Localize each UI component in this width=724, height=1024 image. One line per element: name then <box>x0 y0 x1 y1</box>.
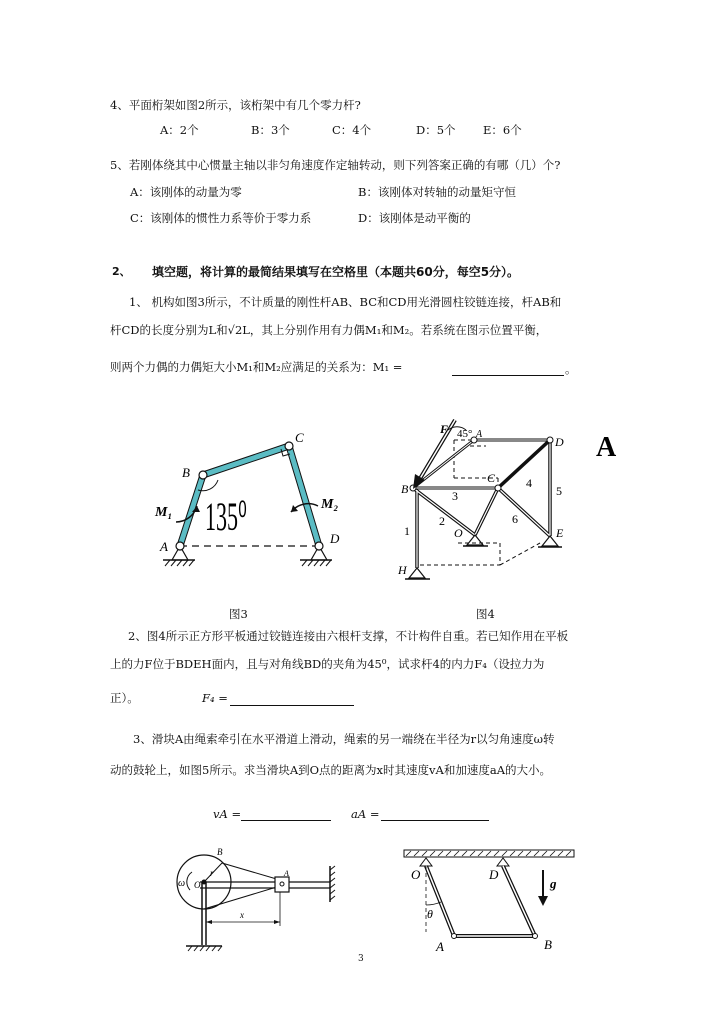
fig4-label-b: B <box>401 482 409 496</box>
q5-option-c: C：该刚体的惯性力系等价于零力系 <box>130 211 312 225</box>
fig3-label-m1: M₁ <box>155 505 173 520</box>
fig6-label-b: B <box>544 937 552 952</box>
q4-option-d: D：5个 <box>416 123 456 137</box>
q4-stem: 4、平面桁架如图2所示，该桁架中有几个零力杆? <box>110 98 361 112</box>
fig4-label-e: E <box>556 526 564 540</box>
page-number: 3 <box>358 954 364 964</box>
fig4-label-h: H <box>398 563 407 577</box>
fig4-label-rod3: 3 <box>452 489 458 503</box>
fig6-label-d: D <box>489 867 499 882</box>
fill3-line2: 动的鼓轮上，如图5所示。求当滑块A到O点的距离为x时其速度vA和加速度aA的大小。 <box>110 763 551 777</box>
fig4-label-d: D <box>555 435 564 449</box>
fig4-label-a: A <box>476 429 483 440</box>
omega-arc <box>187 872 192 890</box>
fig5-label-x: x <box>240 910 244 920</box>
fig3-label-d: D <box>330 531 340 546</box>
fig3-label-m2: M₂ <box>321 497 339 512</box>
fig4-label-c: C <box>487 471 496 485</box>
fill3-aa-label: aA = <box>351 807 380 821</box>
fig5-label-r: r <box>210 868 214 878</box>
fig6-label-o: O <box>411 867 421 882</box>
fill2-line1: 2、图4所示正方形平板通过铰链连接由六根杆支撑，不计构件自重。若已知作用在平板 <box>128 629 569 643</box>
fig4-label-rod6: 6 <box>512 512 518 526</box>
theta-arc <box>426 902 441 905</box>
q4-option-e: E：6个 <box>483 123 522 137</box>
q5-option-d: D：该刚体是动平衡的 <box>358 211 471 225</box>
fig3-label-a: A <box>160 539 168 554</box>
fig4-label-rod1: 1 <box>404 524 410 538</box>
q4-option-b: B：3个 <box>251 123 290 137</box>
fig6-label-theta: θ <box>427 907 433 921</box>
fill2-line2: 上的力F位于BDEH面内，且与对角线BD的夹角为45⁰，试求杆4的内力F₄（设拉力为 <box>110 657 545 671</box>
fill1-line3: 则两个力偶的力偶矩大小M₁和M₂应满足的关系为：M₁ = <box>110 360 403 374</box>
fig4-label-rod2: 2 <box>439 514 445 528</box>
fill2-line3: 正）。 <box>110 691 139 705</box>
fig3-label-c: C <box>295 430 304 445</box>
fill3-va-label: vA = <box>213 807 242 821</box>
section2-number: 2、 <box>112 265 131 278</box>
q5-option-b: B：该刚体对转轴的动量矩守恒 <box>358 185 516 199</box>
q4-option-a: A：2个 <box>160 123 199 137</box>
fig4-label-rod4: 4 <box>526 476 532 490</box>
fig4-label-f: F <box>440 422 449 436</box>
fill1-line1: 1、 机构如图3所示，不计质量的刚性杆AB、BC和CD用光滑圆柱铰链连接，杆AB和 <box>129 295 562 309</box>
fig6-label-a: A <box>436 939 444 954</box>
slider-a <box>275 877 289 892</box>
fig3-label-b: B <box>182 465 190 480</box>
fig3-caption: 图3 <box>229 607 248 621</box>
figure-6 <box>404 850 574 954</box>
figure-5 <box>177 847 335 951</box>
fig3-angle-label: 135⁰ <box>205 494 247 539</box>
q5-option-a: A：该刚体的动量为零 <box>130 185 242 199</box>
fill2-answer-label: F₄ = <box>202 691 228 705</box>
fig5-label-omega: ω <box>178 878 186 889</box>
fig4-label-o: O <box>454 526 463 540</box>
q5-stem: 5、若刚体绕其中心惯量主轴以非匀角速度作定轴转动，则下列答案正确的有哪（几）个? <box>110 158 561 172</box>
fig6-label-g: g <box>550 876 557 891</box>
q4-option-c: C：4个 <box>332 123 372 137</box>
fill1-line2: 杆CD的长度分别为L和√2L，其上分别作用有力偶M₁和M₂。若系统在图示位置平衡， <box>110 323 548 337</box>
fig4-big-label: A <box>596 432 617 463</box>
fig4-label-rod5: 5 <box>556 484 562 498</box>
fill3-line1: 3、滑块A由绳索牵引在水平滑道上滑动，绳索的另一端绕在半径为r以匀角速度ω转 <box>133 732 555 746</box>
fig5-label-a: A <box>284 869 289 878</box>
fig5-label-b: B <box>217 847 223 857</box>
fill1-end-mark: 。 <box>565 362 577 376</box>
fig4-label-angle: 45° <box>457 428 473 440</box>
fig5-label-o: O <box>194 880 201 890</box>
fig4-caption: 图4 <box>476 607 495 621</box>
section2-title: 填空题，将计算的最简结果填写在空格里（本题共60分，每空5分）。 <box>152 265 520 279</box>
